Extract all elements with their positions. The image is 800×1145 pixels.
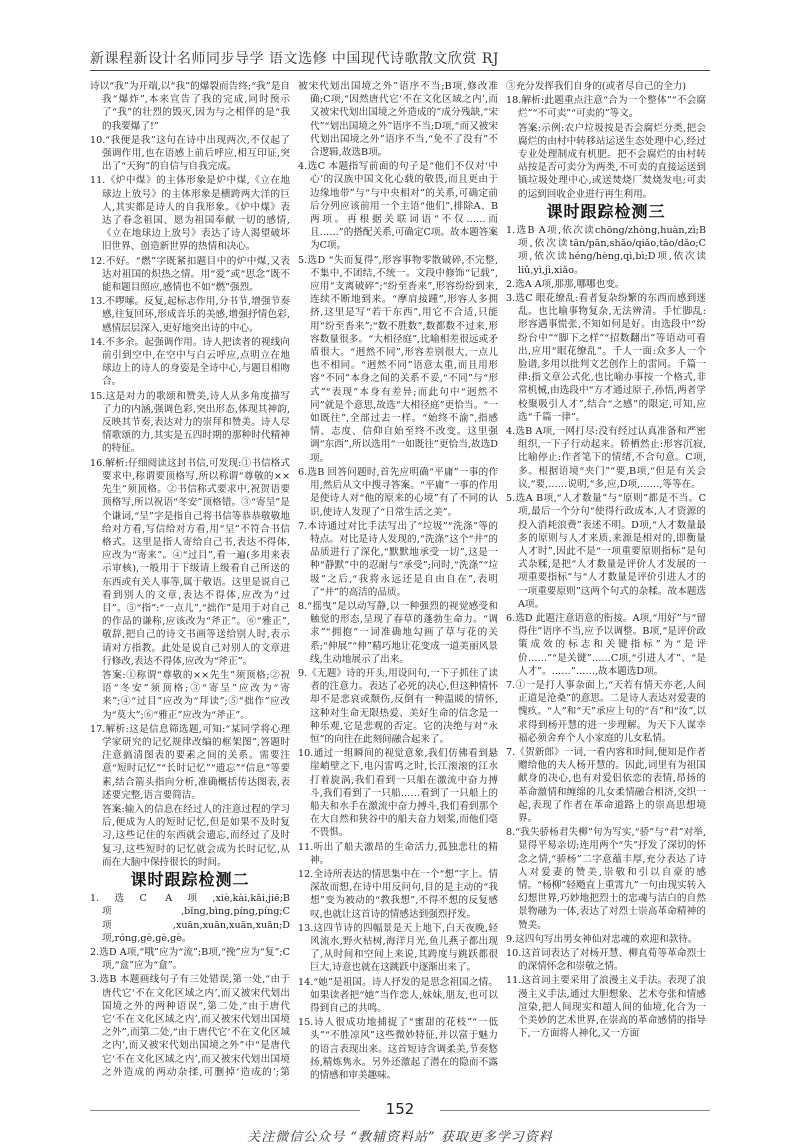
answer-item: 9.《无题》诗的开头,用设问句,一下子抓住了读者的注意力。表达了必死的决心,但这种情怀却不是悲哀或颓伤,反倒有一种温暖的情怀,这种对生命无限热爱、美好生命的信念是一种乐观,它是悲观的否定。它的决绝与对“永恒”的向往在此刻间融合起来了。 bbox=[298, 667, 498, 745]
answer-item: 答案:①称谓“尊敬的××先生”须顶格;②祝语“冬安”须顶格;③“寄呈”应改为“寄来”;④“过目”应改为“拜读”;⑤“拙作”应改为“莫大”;⑥“雅正”应改为“斧正”。 bbox=[102, 669, 290, 721]
answer-item: 10.“我便是我”这句在诗中出现两次,不仅起了强调作用,也在语感上前后呼应,相互印证,突出了“天狗”的自信与自我完成。 bbox=[90, 134, 290, 173]
answer-item: 答案:输入的信息在经过人的注意过程的学习后,便成为人的短时记忆,但是如果不及时复习,这些记住的东西就会遗忘,而经过了及时复习,这些短时的记忆就会成为长时记忆,从而在大脑中保持很长的时间。 bbox=[102, 803, 290, 868]
answer-item: 14.不多余。起强调作用。诗人把读者的视线向前引到空中,在空中与白云呼应,点明立在地球边上的诗人的身姿是全诗中心,与题目相吻合。 bbox=[90, 336, 290, 388]
answer-item: 10.这首词表达了对杨开慧、柳直荀等革命烈士的深情怀念和崇敬之情。 bbox=[506, 948, 706, 973]
answer-item: 答案:示例:农户垃圾按是否会腐烂分类,把会腐烂的由村中转移站运送生态处理中心,经过专业处理制成有机肥。把不会腐烂的由村转站按是否可卖分为两类,不可卖的直接运送到镇垃圾处理中心,或送焚烧厂焚烧发电;可卖的运到回收企业进行再生利用。 bbox=[518, 122, 706, 200]
answer-item: 13.不啰嗦。反复,起标志作用,分书节,增强节奏感,往复回环,形成音乐的美感,增强抒情色彩,感情层层深入,更好地突出诗的中心。 bbox=[90, 296, 290, 334]
col3-answers-2 bbox=[506, 224, 706, 1040]
answer-item: 5.选D “失而复得”,形容事物零散破碎,不完整,不集中,不团结,不统一。文段中修饰“记载”,应用“支离破碎”;“纷至沓来”,形容纷纷到来,连续不断地到来。“摩肩接踵”,形容人多拥挤,这里是写“若干东西”,用它不合适,只能用“纷至沓来”;“数不胜数”,数都数不过来,形容数量很多。“大相径庭”,比喻相差很远或矛盾很大。“迥然不同”,形容差别很大,一点儿也不相同。“迥然不同”语意太重,而且用形容“不同”本身之间的关系不妥,“不同”与“形式”“表现”本身有差异;而此句中“迥然不同”就是个意思,故选“大相径庭”更恰当。“一如既往”,全部过去一样。“始终不渝”,指感情、志度、信仰自始至终不改变。这里强调“东西”,所以选用“一如既往”更恰当,故选D项。 bbox=[298, 254, 498, 464]
answer-item: 1.选C A项,xiè,kài,kǎi,jiē;B项,bǐng,bìng,píng,píng;C项,xuān,xuān,xuān,xuān;D项,róng,gè,gè,gè。 bbox=[90, 893, 290, 944]
answer-item: 11.听出了船夫激昂的生命活力,孤独悲壮的精神。 bbox=[298, 841, 498, 866]
answer-item: 18.解析:此题重点注意“合为一个整体”“不会腐烂”“不可卖”“可卖的”等文。 bbox=[506, 95, 706, 120]
answer-item: 6.选B 回答问题时,首先应明确“平庸”一事的作用,然后从文中搜寻答案。“平庸”一事的作用是使诗人对“他的原来的心境”有了不同的认识,使诗人发现了“日常生活之美”。 bbox=[298, 466, 498, 518]
col3-answers bbox=[506, 80, 706, 201]
answer-item: 10.通过一组瞬间的视觉意象,我们仿佛看到悬崖峭壁之下,电闪雷鸣之时,长江滚滚的江水打着旋涡,我们看到一只船在激流中奋力搏斗,我们看到了一只船……看到了一只船上的船夫和水手在激流中奋力搏斗,我们看到那个在大自然和狭谷中的船夫奋力划桨,而他们毫不畏惧。 bbox=[298, 748, 498, 839]
answer-item: 7.①一是打人事杂面上,“天若有情天亦老,人间正道是沧桑”的意思。二是诗人表达对爱妻的愧疚。“人”和“天”承应上句的“吾”和“汝”,以求得到杨开慧的进一步理解。为天下人谋幸福必须舍弃个人小家庭的儿女私情。 bbox=[506, 679, 706, 744]
answer-item: 1.选B A项,依次读chōng/zhòng,huàn,zì;B项,依次读tān/pān,shǎo/qiǎo,tāo/dǎo;C项,依次读héng/hèng,qì,bì;D项,依次读liǔ,yì,jì,xiǎo。 bbox=[506, 225, 706, 276]
column-left bbox=[90, 80, 290, 1080]
section-title-3: 课时跟踪检测三 bbox=[546, 201, 666, 221]
answer-item: 被宋代划出国境之外”语序不当;B项,修改准确;C项,“因然唐代它‘不在文化区域之内’,而又被宋代划出国境之外造成的”成分残缺,“宋代”“划出国境之外”语序不当;D项,“而又被宋代划出国境之外”语序不当,“免不了没有”不合逻辑,故选B项。 bbox=[298, 81, 498, 159]
column-middle bbox=[298, 80, 498, 1080]
answer-item: 12.全诗所表达的情思集中在一个“想”字上。情深故而想,在诗中用反问句,目的是主动的“我想”变为被动的“教我想”,不得不想的反复感叹,也就让这首诗的情感达到强烈抒发。 bbox=[298, 868, 498, 920]
answer-item: 4.选C 本题指写前面的句子是“他们不仅对‘中心’的汉族中国文化心载的敬畏,而且更由于边缘地带”与“与中央相对”的关系,可确定前后分列应该前用一个主语“他们”,排除A、B两项。再根据关联词语“不仅……而且……”的搭配关系,可确定C项。故本题答案为C项。 bbox=[298, 161, 498, 252]
answer-item: 11.这首词主要采用了浪漫主义手法。表现了浪漫主义手法,通过大胆想象、艺术夸张和情感渲染,把人间现实和超人间的仙境,化合为一个美妙的艺术世界,在崇高的革命感情的指导下,一方面将人神化,又一方面 bbox=[506, 975, 706, 1040]
col1-answers bbox=[90, 80, 290, 869]
section-title-2: 课时跟踪检测二 bbox=[130, 869, 250, 889]
answer-item: 9.这四句写出男女神仙对忠魂的欢迎和款待。 bbox=[506, 933, 698, 945]
footer-rule-left bbox=[90, 1110, 360, 1111]
answer-item: 2.选D A项,“哦”应为“流”;B项,“挽”应为“复”;C项,“盒”应为“盒”。 bbox=[90, 947, 290, 972]
answer-item: 17.解析:这是信息筛选题,可知:“某同学将心理学家研究的记忆规律改编的框架图”,答题时注意搞清图表的要素之间的关系。需要注意“短时记忆”“长时记忆”“遗忘”“信息”等要素,结合箭头指向分析,准确概括传达图表,表述要完整,语言要简洁。 bbox=[90, 723, 290, 801]
answer-item: 16.解析:仔细阅读这封书信,可发现:①书信格式要求中,称谓要顶格写,所以称谓“尊敬的××先生”须顶格。②书信称式要求中,祝贺语要顶格写,所以祝语“冬安”顶格错。③“寄呈”是个谦词,“呈”字是指自己将书信等恭恭敬敬地给对方看,写信给对方看,用“呈”不符合书信格式。这里是指人寄给自己书,表达不得体,应改为“寄来”。④“过目”,看一遍(多用来表示审核),一般用于下级请上级看自己所送的东西或有关人事等,属于敬语。这里是说自己看到别人的文章,表达不得体,应改为“过目”。⑤“指”:“一点儿”,“拙作”是用于对自己的作品的谦称,应该改为“斧正”。⑥“雅正”,敬辞,把自己的诗文书画等送给别人时,表示请对方指教。此处是说自己对别人的文章进行修改,表达不得体,应改为“斧正”。 bbox=[90, 457, 290, 667]
footer-notice: 关注微信公众号 “教辅资料站” 获取更多学习资料 bbox=[247, 1130, 553, 1145]
answer-item: 7.本诗通过对比手法写出了“垃圾”“洗涤”等的特点。对比是诗人发现的,“洗涤”这个“井”的品质进行了深化,“默默地承受一切”,这是一种“静默”中的忍耐与“承受”;同时,“洗涤”“垃圾”之后,“我将永远还是自由自在”,表明了“井”的高洁的品质。 bbox=[298, 520, 498, 598]
answer-item: 3.选B 本题画线句子有三处错误,第一处,“由于唐代它‘不在文化区域之内’,而又被宋代划出国境之外的两种语误”,第二处,“由于唐代它‘不在文化区域之内’,而又被宋代划出国境之外”,而第二处,“由于唐代它‘不在文化区域之内’,而又被宋代划出国境之外”中“是唐代它‘不在文化区域之内’,而又被宋代划出国境之外造成的两动杂揉,可删掉‘造成的’;第 bbox=[90, 974, 290, 1078]
answer-item: 14.“她”是祖国。诗人抒发的是思念祖国之情。如果读者把“她”当作恋人,妹妹,朋友,也可以得到自己的共鸣。 bbox=[298, 976, 498, 1015]
page-number: 152 bbox=[385, 1100, 415, 1118]
answer-item: 6.选D 此题注意语意的衔接。A项,“用好”与“留得住”语序不当,应予以调整。B项,“是评价政策成效的标志和关键指标”为“是评价……”“是关键”……C项,“引进人才”、“是人才”。……”……,故本题选D项。 bbox=[506, 612, 706, 677]
answer-item: 15.诗人很成功地捕捉了“蜜甜的花枝”“一低头”“不胜凉风”这些微妙特征,并以富于魅力的语言表现出来。这首短诗含调柔美,节奏悠扬,精炼隽永。另外还激起了潜在的隐而不露的情感和审美趣味。 bbox=[298, 1017, 498, 1080]
page-header: 新课程新设计名师同步导学 语文选修 中国现代诗歌散文欣赏 RJ bbox=[90, 51, 500, 67]
header-rule bbox=[90, 70, 710, 71]
column-right bbox=[506, 80, 706, 1080]
answer-item: 7.《贺新郎》一词,一看内容和时间,便知是作者赠给他的夫人杨开慧的。因此,词里有为祖国献身的决心,也有对爱侣依恋的表情,昂扬的革命激情和缠绵的儿女柔情融合相济,交织一起,表现了作者在革命道路上的崇高思想境界。 bbox=[506, 746, 706, 824]
answer-item: ③充分发挥我们自身的(或者尽自己的全力) bbox=[506, 81, 687, 92]
answer-item: 2.选A A项,那那,哪哪也变。 bbox=[506, 278, 625, 290]
answer-item: 8.“摇曳”是以动写静,以一种强烈的视觉感受和触觉的形态,呈现了春草的蓬勃生命力。“调求”“拥抱”一词准确地勾画了草与花的关系;“伸展”“伸”精巧地让花变成一道美丽风景线,生动地展示了出来。 bbox=[298, 600, 498, 665]
answer-item: 5.选A B项,“人才数量”与“原则”都是不当。C项,最后一个分句“使得行政成本,人才资源的投入消耗浪费”表述不明。D项,“人才数量最多的原则与人才来质,来源是相对的,即衡量人才时”,因此不是“一项重要原则指标”是句式杂糅,是把“人才数量是评价人才发展的一项重要指标”与“人才数量是评价引进人才的一项重要原则”这两个句式的杂糅。故本题选A项。 bbox=[506, 493, 706, 610]
answer-item: 11.《炉中煤》的主体形象是炉中煤,《立在地球边上放号》的主体形象是横跨两大洋的巨人,其实都是诗人的自我形象。《炉中煤》表达了眷念祖国、愿为祖国奉献一切的感情,《立在地球边上放号》表达了诗人渴望破坏旧世界、创造新世界的热情和决心。 bbox=[90, 175, 290, 253]
answer-item: 12.不好。“燃”字既紧扣题目中的炉中煤,又表达对祖国的炽热之情。用“爱”或“思念”既不能和题目照应,感情也不如“燃”强烈。 bbox=[90, 255, 290, 294]
answer-item: 诗以“我”为开端,以“我”的爆裂而告终;“我”是自我“爆炸”,本来宣告了我的完成,同时预示了“我”的壮烈的毁灭,因为与之相伴的是“我的我要爆了!” bbox=[90, 81, 290, 132]
answer-item: 13.这四节诗的四幅景是天上地下,白天夜晚,轻风流水,野火枯树,海洋月光,鱼儿燕子都出现了,从时间和空间上来说,其跨度与跳跃都很巨大,诗意也就在这跳跃中逐渐出来了。 bbox=[298, 922, 498, 974]
answer-item: 4.选B A项,一网打尽:没有经过认真准备和严密组织,一下子行动起来。轿栖然止:形容沉寂,比喻停止:作者笔下的情绪,不合句意。C项,多。根据语境“夹门”“要,B项,“但是有关会议,“要,……说明,“多,应,D项,……,等等在。 bbox=[506, 426, 706, 490]
answer-item: 8.“我失骄杨君失柳”句为写实,“骄”与“君”对举,显得平易亲切;连用两个“失”抒发了深切的怀念之情,“骄杨”二字意蕴丰厚,充分表达了诗人对爱妻的赞美,崇敬和引以自豪的感情。“杨柳”轻飏直上重霄九”一句由现实转入幻想世界,巧妙地把烈士的忠魂与洁白的自然景物融为一体,表达了对烈士崇高革命精神的赞美。 bbox=[506, 827, 706, 931]
answer-item: 3.选C 眼花缭乱:看者复杂纷繁的东西而感到迷乱。也比喻事物复杂,无法辨清。手忙脚乱:形容遇事慌张,不知如何是好。由选段中“纷纷台中”“脚下之样”“招数翻出”等语动可看出,应用“眼花缭乱”。千人一面:众多人一个脸谱,多用以批判文艺创作上的雷同。千篇一律:指文章公式化,也比喻办事按一个格式,非常机械,由选段中“方才通过原子,孙悟,两者学校聚吸引人才”,结合“之感”的限定,可知,应选“千篇一律”。 bbox=[506, 293, 706, 423]
col2-answers bbox=[298, 80, 498, 1080]
footer-rule-right bbox=[440, 1110, 710, 1111]
col1-answers-2 bbox=[90, 892, 290, 1080]
answer-item: 15.这是对力的歌颂和赞美,诗人从多角度描写了力的内涵,强调色彩,突出形态,体现其神韵,反映其节奏,表达对力的崇拜和赞美。诗人尽情歌颂的力,其实是五四时期的那种时代精神的特征。 bbox=[90, 390, 290, 455]
